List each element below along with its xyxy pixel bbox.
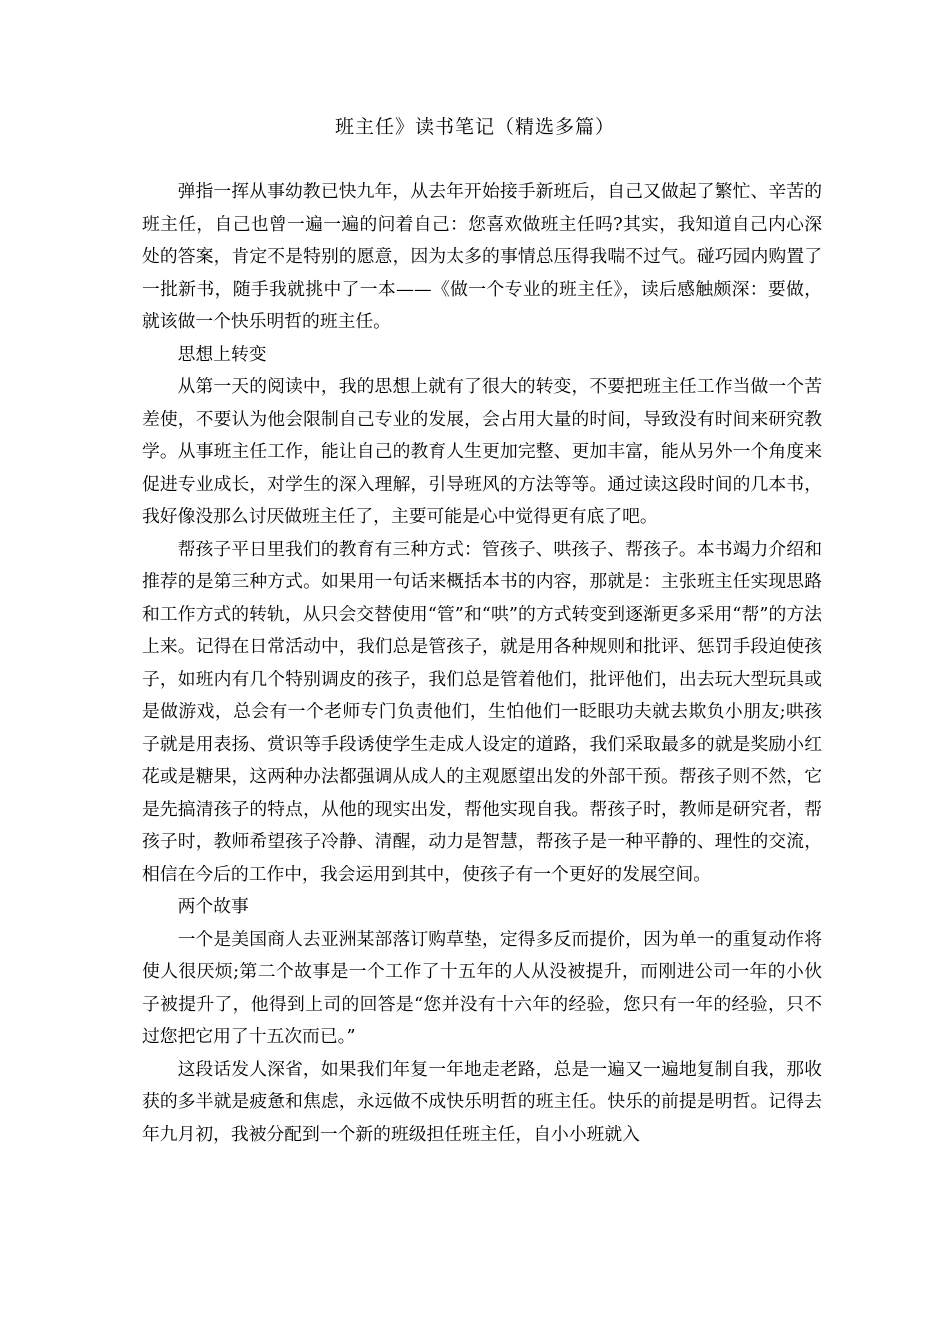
section-heading-two-stories: 两个故事	[177, 896, 249, 917]
paragraph-intro: 弹指一挥从事幼教已快九年，从去年开始接手新班后，自己又做起了繁忙、辛苦的班主任，自己也曾一遍一遍的问着自己：您喜欢做班主任吗?其实，我知道自己内心深处的答案，肯定不是特别的愿意，因为太多的事情总压得我喘不过气。碰巧园内购置了一批新书，随手我就挑中了一本——《做一个专业的班主任》，读后感触颇深：要做，就该做一个快乐明哲的班主任。	[142, 181, 822, 332]
paragraph-two-stories: 一个是美国商人去亚洲某部落订购草垫，定得多反而提价，因为单一的重复动作将使人很厌烦;第二个故事是一个工作了十五年的人从没被提升，而刚进公司一年的小伙子被提升了，他得到上司的回答是“您并没有十六年的经验，您只有一年的经验，只不过您把它用了十五次而已。”	[142, 928, 822, 1047]
section-heading-mindset: 思想上转变	[177, 343, 267, 365]
paragraph-reflection: 这段话发人深省，如果我们年复一年地走老路，总是一遍又一遍地复制自我，那收获的多半就是疲惫和焦虑，永远做不成快乐明哲的班主任。快乐的前提是明哲。记得去年九月初，我被分配到一个新的班级担任班主任，自小小班就入	[142, 1058, 822, 1145]
paragraph-help-children: 帮孩子平日里我们的教育有三种方式：管孩子、哄孩子、帮孩子。本书竭力介绍和推荐的是第三种方式。如果用一句话来概括本书的内容，那就是：主张班主任实现思路和工作方式的转轨，从只会交替使用“管”和“哄”的方式转变到逐渐更多采用“帮”的方法上来。记得在日常活动中，我们总是管孩子，就是用各种规则和批评、惩罚手段迫使孩子，如班内有几个特别调皮的孩子，我们总是管着他们，批评他们，出去玩大型玩具或是做游戏，总会有一个老师专门负责他们，生怕他们一眨眼功夫就去欺负小朋友;哄孩子就是用表扬、赏识等手段诱使学生走成人设定的道路，我们采取最多的就是奖励小红花或是糖果，这两种办法都强调从成人的主观愿望出发的外部干预。帮孩子则不然，它是先搞清孩子的特点，从他的现实出发，帮他实现自我。帮孩子时，教师是研究者，帮孩子时，教师希望孩子冷静、清醒，动力是智慧，帮孩子是一种平静的、理性的交流，相信在今后的工作中，我会运用到其中，使孩子有一个更好的发展空间。	[142, 538, 822, 885]
document-title: 班主任》读书笔记（精选多篇）	[334, 116, 615, 138]
paragraph-mindset: 从第一天的阅读中，我的思想上就有了很大的转变，不要把班主任工作当做一个苦差使，不要认为他会限制自己专业的发展，会占用大量的时间，导致没有时间来研究教学。从事班主任工作，能让自己的教育人生更加完整、更加丰富，能从另外一个角度来促进专业成长，对学生的深入理解，引导班风的方法等等。通过读这段时间的几本书，我好像没那么讨厌做班主任了，主要可能是心中觉得更有底了吧。	[142, 376, 822, 527]
document-body	[142, 176, 822, 1151]
